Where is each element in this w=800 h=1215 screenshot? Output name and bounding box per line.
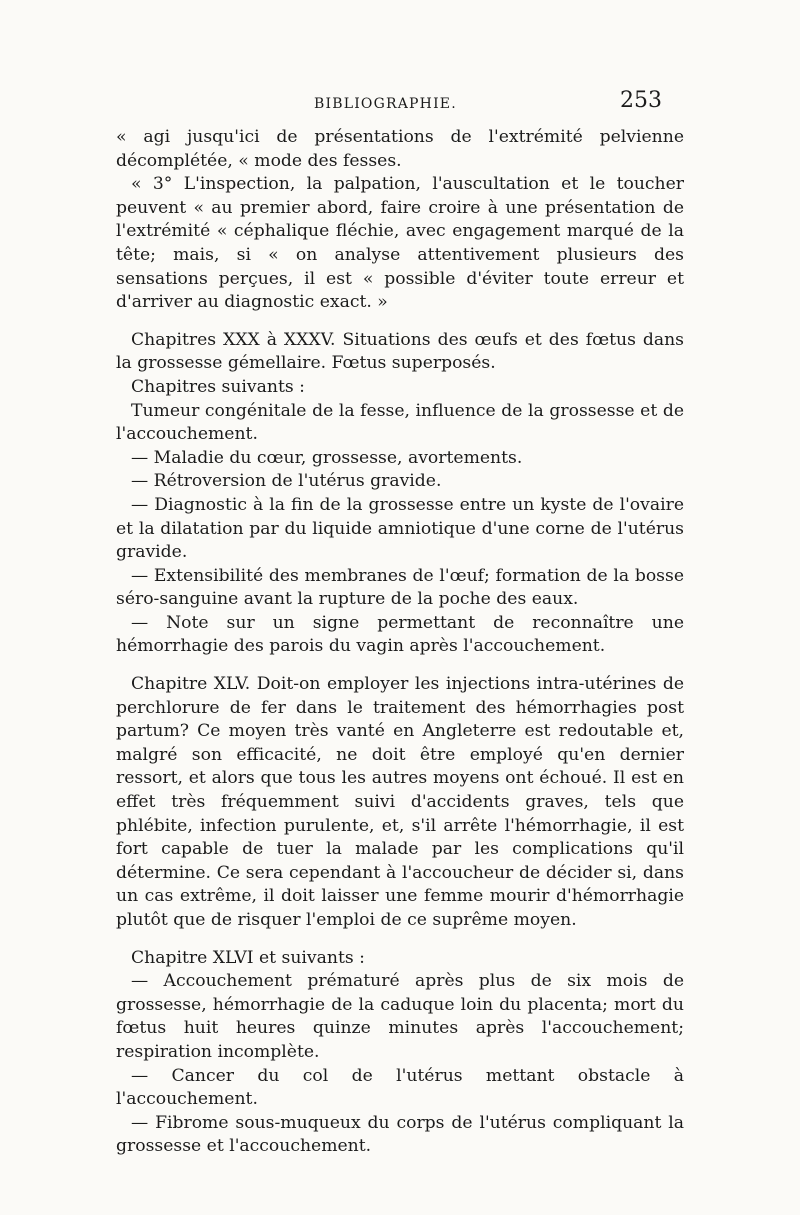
quote-paragraph-1: « agi jusqu'ici de présentations de l'extrémité pelvienne décomplétée, « mode des fesses. — [116, 127, 684, 171]
running-title: BIBLIOGRAPHIE. — [314, 96, 457, 112]
paragraph-extensibilite: — Extensibilité des membranes de l'œuf; formation de la bosse séro-sanguine avant la rupture de la poche des eaux. — [116, 565, 684, 610]
paragraph-accouchement-premature: — Accouchement prématuré après plus de six mois de grossesse, hémorrhagie de la caduque loin du placenta; mort du fœtus huit heures quinze minutes après l'accouchement; respiration incomplète. — [116, 971, 684, 1062]
paragraph-chapitres-xxx-xxxv: Chapitres XXX à XXXV. Situations des œufs et des fœtus dans la grossesse gémellaire. Fœtus superposés. — [116, 329, 684, 374]
paragraph-retroversion: — Rétroversion de l'utérus gravide. — [131, 471, 442, 492]
page-number: 253 — [620, 88, 662, 113]
paragraph-maladie-coeur: — Maladie du cœur, grossesse, avortements. — [131, 447, 523, 468]
quote-paragraph-2: « 3° L'inspection, la palpation, l'auscultation et le toucher peuvent « au premier abord, faire croire à une présentation de l'extrémité « céphalique fléchie, avec engagement marqué de la tête; mais, si « on analyse attentivement plusieurs des sensations perçues, il est « possible d'éviter toute erreur et d'arriver au diagnostic exact. » — [116, 174, 684, 313]
paragraph-fibrome: — Fibrome sous-muqueux du corps de l'utérus compliquant la grossesse et l'accouchement. — [116, 1112, 684, 1157]
paragraph-tumeur: Tumeur congénitale de la fesse, influence de la grossesse et de l'accouchement. — [116, 400, 684, 445]
paragraph-chapitre-xlvi: Chapitre XLVI et suivants : — [131, 947, 365, 968]
paragraph-cancer-col: — Cancer du col de l'utérus mettant obstacle à l'accouchement. — [116, 1065, 684, 1110]
paragraph-chapitre-xlv: Chapitre XLV. Doit-on employer les injections intra-utérines de perchlorure de fer dans le traitement des hémorrhagies post partum? Ce moyen très vanté en Angleterre est redoutable et, malgré son efficacité, ne doit être employé qu'en dernier ressort, et alors que tous les autres moyens ont échoué. Il est en effet très fréquemment suivi d'accidents graves, tels que phlébite, infection purulente, et, s'il arrête l'hémorrhagie, il est fort capable de tuer la malade par les complications qu'il détermine. Ce sera cependant à l'accoucheur de décider si, dans un cas extrême, il doit laisser une femme mourir d'hémorrhagie plutôt que de risquer l'emploi de ce suprême moyen. — [116, 674, 684, 930]
paragraph-chapitres-suivants: Chapitres suivants : — [131, 376, 305, 397]
paragraph-note-signe: — Note sur un signe permettant de reconnaître une hémorrhagie des parois du vagin après l'accouchement. — [116, 612, 684, 657]
body-text — [116, 126, 684, 1159]
paragraph-diagnostic: — Diagnostic à la fin de la grossesse entre un kyste de l'ovaire et la dilatation par du liquide amniotique d'une corne de l'utérus gravide. — [116, 494, 684, 563]
